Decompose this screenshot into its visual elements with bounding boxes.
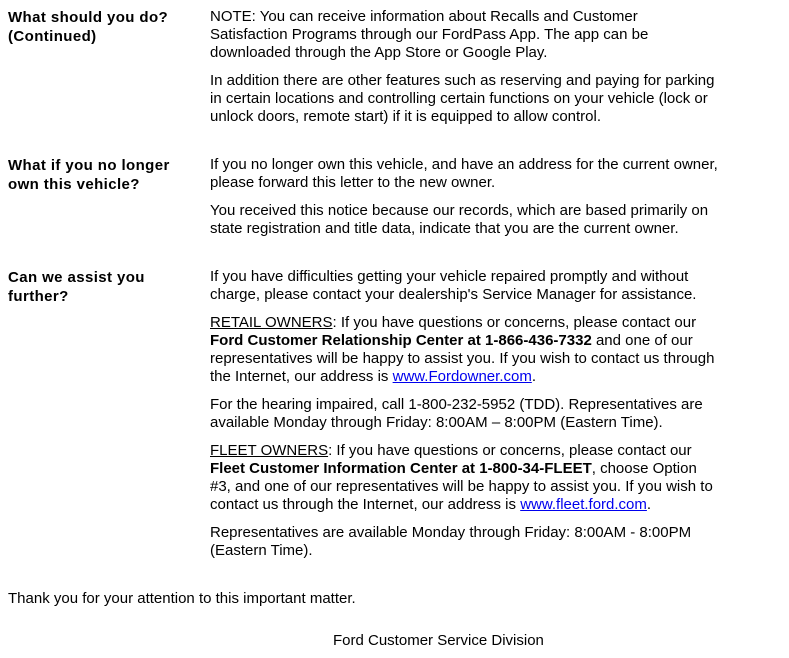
plain-text-run: Representatives are available Monday through Friday: 8:00AM - 8:00PM: [210, 524, 692, 541]
plain-text-run: the Internet, our address is: [210, 368, 393, 385]
plain-text-run: Satisfaction Programs through our FordPass App. The app can be: [210, 26, 649, 43]
plain-text-run: unlock doors, remote start) if it is equipped to allow control.: [210, 108, 602, 125]
closing-thanks: Thank you for your attention to this important matter.: [8, 590, 356, 607]
paragraph: [210, 202, 789, 238]
plain-text-run: : If you have questions or concerns, please contact our: [328, 442, 692, 459]
plain-text-run: contact us through the Internet, our address is: [210, 496, 521, 513]
bold-text-run: Fleet Customer Information Center at 1-800-34-FLEET: [210, 460, 592, 477]
plain-text-run: #3, and one of our representatives will be happy to assist you. If you wish to: [210, 478, 713, 495]
paragraph: [210, 442, 789, 514]
plain-text-run: If you no longer own this vehicle, and have an address for the current owner,: [210, 156, 718, 173]
plain-text-run: in certain locations and controlling certain functions on your vehicle (lock or: [210, 90, 708, 107]
paragraph: [210, 156, 789, 192]
letter-section: [8, 156, 789, 248]
bold-text-run: Ford Customer Relationship Center at 1-866-436-7332: [210, 332, 592, 349]
section-answer-content: [210, 156, 789, 248]
plain-text-run: For the hearing impaired, call 1-800-232-5952 (TDD). Representatives are: [210, 396, 703, 413]
plain-text-run: If you have difficulties getting your vehicle repaired promptly and without: [210, 268, 689, 285]
plain-text-run: representatives will be happy to assist you. If you wish to contact us through: [210, 350, 715, 367]
letter-section: [8, 8, 789, 136]
closing-signature: Ford Customer Service Division: [333, 632, 544, 649]
section-question-label: What should you do? (Continued): [8, 9, 169, 45]
plain-text-run: You received this notice because our records, which are based primarily on: [210, 202, 709, 219]
plain-text-run: .: [531, 368, 536, 385]
paragraph: [210, 396, 789, 432]
plain-text-run: please forward this letter to the new owner.: [210, 174, 496, 191]
paragraph: [210, 314, 789, 386]
paragraph: [210, 524, 789, 560]
plain-text-run: state registration and title data, indicate that you are the current owner.: [210, 220, 679, 237]
hyperlink[interactable]: www.fleet.ford.com: [520, 496, 647, 513]
plain-text-run: charge, please contact your dealership's Service Manager for assistance.: [210, 286, 697, 303]
underline-text-run: FLEET OWNERS: [210, 442, 329, 459]
section-answer-content: [210, 8, 789, 136]
plain-text-run: and one of our: [591, 332, 693, 349]
paragraph: [210, 268, 789, 304]
paragraph: [210, 8, 789, 62]
plain-text-run: available Monday through Friday: 8:00AM – 8:00PM (Eastern Time).: [210, 414, 663, 431]
letter-sections: [8, 8, 789, 570]
plain-text-run: : If you have questions or concerns, please contact our: [332, 314, 697, 331]
letter-section: [8, 268, 789, 570]
hyperlink[interactable]: www.Fordowner.com: [392, 368, 532, 385]
paragraph: [210, 72, 789, 126]
section-question-label: Can we assist you further?: [8, 269, 145, 305]
section-question-label: What if you no longer own this vehicle?: [8, 157, 170, 193]
section-answer-content: [210, 268, 789, 570]
plain-text-run: , choose Option: [591, 460, 697, 477]
plain-text-run: In addition there are other features such as reserving and paying for parking: [210, 72, 715, 89]
plain-text-run: downloaded through the App Store or Google Play.: [210, 44, 548, 61]
plain-text-run: NOTE: You can receive information about Recalls and Customer: [210, 8, 638, 25]
plain-text-run: .: [646, 496, 652, 513]
underline-text-run: RETAIL OWNERS: [210, 314, 333, 331]
plain-text-run: (Eastern Time).: [210, 542, 313, 559]
